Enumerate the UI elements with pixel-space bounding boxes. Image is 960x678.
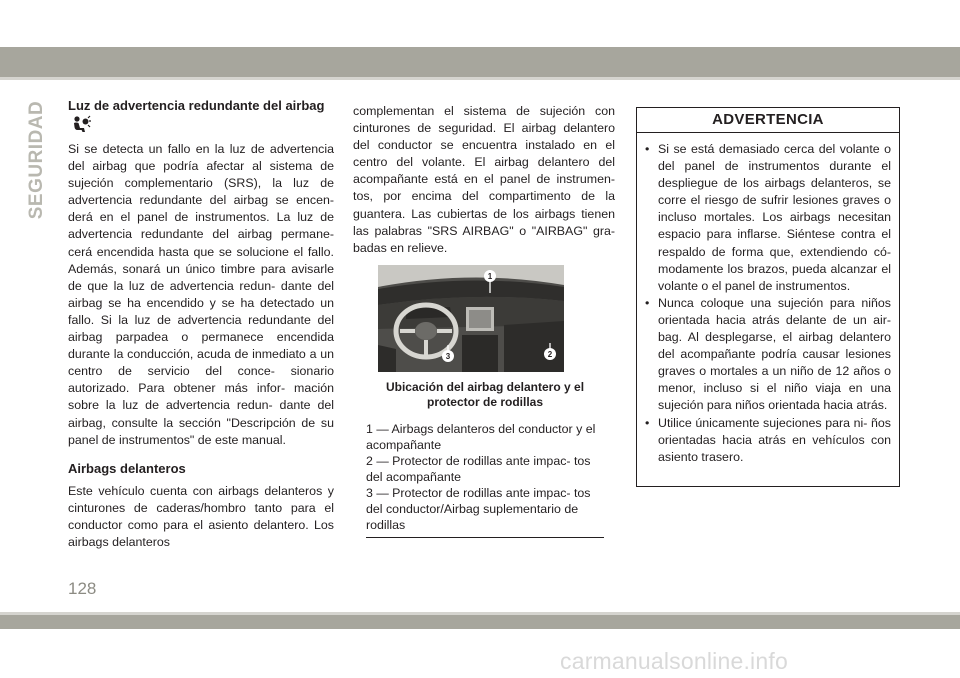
- legend-rule: [366, 537, 604, 538]
- warning-item-2: • Nunca coloque una sujeción para niños orientada hacia atrás delante de un air- bag. Al desplegarse, el airbag delantero del acompañante podría causar lesiones graves o mortales a un niño de 12 años o menor, incluso si el niño viaja en una sujeción para niños orientada hacia atrás.: [645, 295, 891, 415]
- dashboard-illustration: [378, 265, 564, 372]
- paragraph-front-airbags-continued: complementan el sistema de sujeción con cinturones de seguridad. El airbag delantero del conductor se encuentra instalado en el centro del volante. El airbag delantero del acompañante está en el panel de instrumen- tos, por encima del compartimento de la guantera. Las cubiertas de los airbags tienen las palabras "SRS AIRBAG" o "AIRBAG" gra- badas en relieve.: [353, 104, 615, 255]
- warning-item-3: • Utilice únicamente sujeciones para ni- ños orientadas hacia atrás en vehículos con asiento trasero.: [645, 415, 891, 466]
- watermark-text: carmanualsonline.info: [560, 648, 788, 674]
- callout-3: 3: [445, 352, 451, 361]
- top-margin: [0, 0, 960, 47]
- header-rule: [0, 77, 960, 80]
- airbag-passenger-icon: [71, 115, 91, 135]
- warning-box: [636, 107, 900, 487]
- figure-caption: Ubicación del airbag delantero y el protector de rodillas: [385, 380, 585, 409]
- legend-item-3: 3 — Protector de rodillas ante impac- tos del conductor/Airbag suplementario de rodillas: [366, 486, 591, 532]
- warning-item-1: • Si se está demasiado cerca del volante o del panel de instrumentos durante el despliegue de los airbags delanteros, se corre el riesgo de sufrir lesiones graves o incluso mortales. Los airbags necesitan espacio para inflarse. Siéntese contra el respaldo de forma que, extendiendo có- modamente los brazos, pueda alcanzar el volante o el panel de instrumentos.: [645, 141, 891, 295]
- dashboard-airbag-figure: [378, 265, 564, 372]
- paragraph-redundant-airbag-light: Si se detecta un fallo en la luz de advertencia del airbag que podría afectar al sistema de sujeción complementario (SRS), la luz de advertencia redundante del airbag se encen- derá en el panel de instrumentos. La luz de advertencia redundante del airbag permane- cerá encendida hasta que se solucione el fallo. Además, sonará un único timbre para avisarle de que la luz de advertencia redun- dante del airbag se ha encendido y se ha detectado un fallo. Si la luz de advertencia redundante del airbag parpadea o permanece encendida durante la conducción, acuda de inmediato a un centro de servicio del conce- sionario autorizado. Para obtener más infor- mación sobre la luz de advertencia redun- dante del airbag, consulte la sección "Descripción de su panel de instrumentos" de este manual.: [68, 142, 334, 447]
- heading-front-airbags: Airbags delanteros: [68, 460, 186, 476]
- section-side-tab: [26, 100, 48, 220]
- middle-column: [353, 103, 615, 257]
- footer-band: [0, 615, 960, 629]
- paragraph-front-airbags: Este vehículo cuenta con airbags delanteros y cinturones de caderas/hombro tanto para el conductor como para el asiento delantero. Los airbags delanteros: [68, 483, 334, 549]
- legend-item-1: 1 — Airbags delanteros del conductor y el acompañante: [366, 422, 596, 452]
- left-column: [68, 97, 334, 551]
- section-side-tab-label: SEGURIDAD: [26, 100, 47, 220]
- callout-1: 1: [487, 272, 493, 281]
- warning-title: ADVERTENCIA: [637, 108, 899, 133]
- page-number: 128: [68, 579, 97, 598]
- figure-legend: [366, 421, 604, 533]
- callout-2: 2: [547, 350, 553, 359]
- legend-item-2: 2 — Protector de rodillas ante impac- tos del acompañante: [366, 454, 591, 484]
- heading-redundant-airbag-light: Luz de advertencia redundante del airbag: [68, 98, 325, 113]
- header-band: [0, 47, 960, 77]
- warning-list: [637, 133, 899, 466]
